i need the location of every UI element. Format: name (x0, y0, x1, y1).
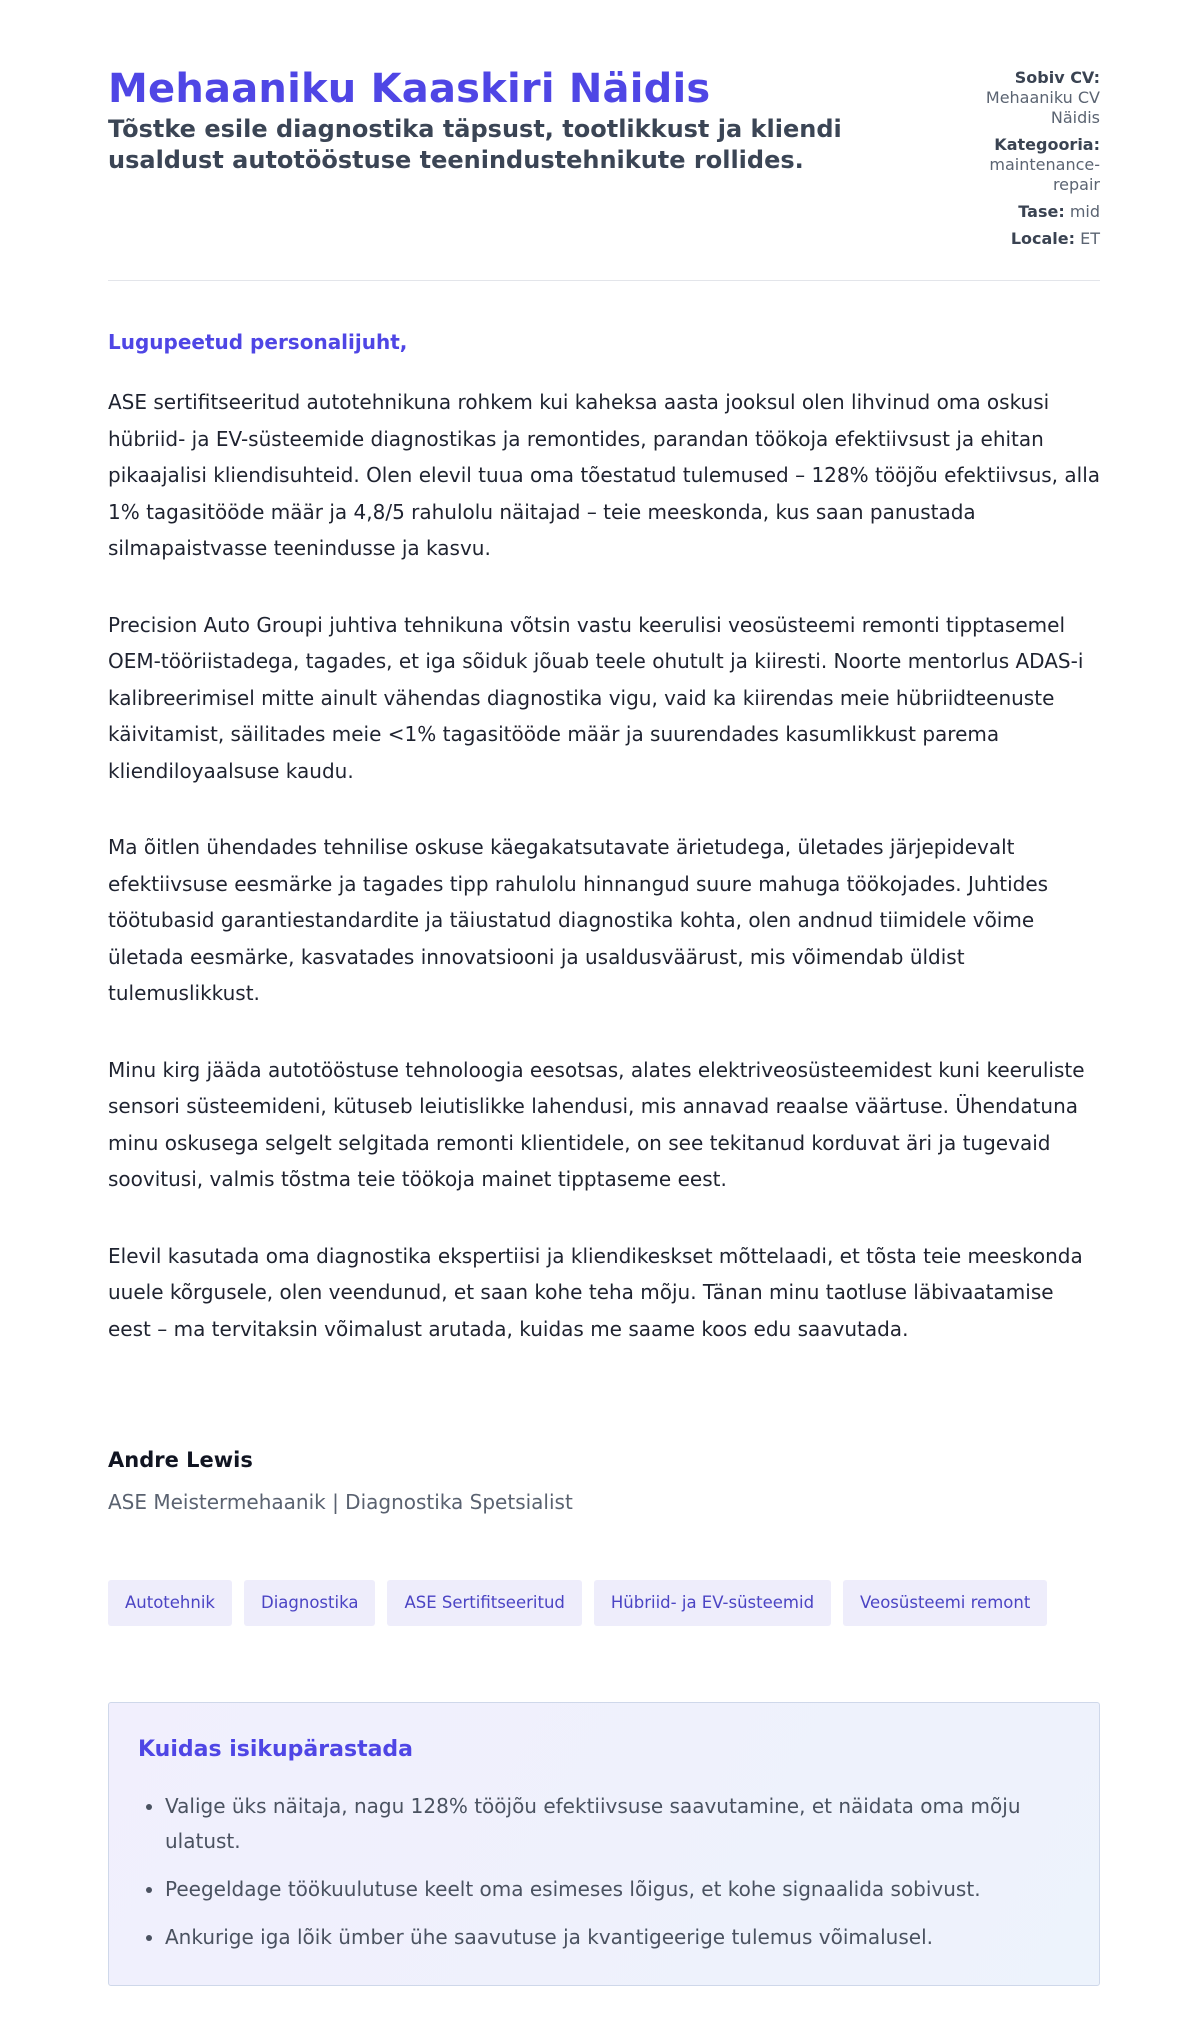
page-subtitle: Tõstke esile diagnostika täpsust, tootlikkust ja kliendi usaldust autotööstuse teenindustehnikute rollides. (108, 115, 842, 174)
letter-paragraph: ASE sertifitseeritud autotehnikuna rohkem kui kaheksa aasta jooksul olen lihvinud oma oskusi hübriid- ja EV-süsteemide diagnostikas ja remontides, parandan töökoja efektiivsust ja ehitan pikaajalisi kliendisuhteid. Olen elevil tuua oma tõestatud tulemused – 128% tööjõu efektiivsus, alla 1% tagasitööde määr ja 4,8/5 rahulolu näitajad – teie meeskonda, kus saan panustada silmapaistvasse teenindusse ja kasvu. (108, 390, 1101, 560)
meta-locale-value: ET (1080, 229, 1100, 248)
letter-paragraph: Elevil kasutada oma diagnostika ekspertiisi ja kliendikeskset mõttelaadi, et tõsta teie meeskonda uuele kõrgusele, olen veendunud, et saan kohe teha mõju. Tänan minu taotluse läbivaatamise eest – ma tervitaksin võimalust arutada, kuidas me saame koos edu saavutada. (108, 1243, 1083, 1341)
personalization-tips (108, 1702, 1100, 1986)
meta-category (950, 135, 1100, 195)
tag-chip: Autotehnik (108, 1580, 232, 1626)
letter-paragraph: Precision Auto Groupi juhtiva tehnikuna võtsin vastu keerulisi veosüsteemi remonti tipptasemel OEM-tööriistadega, tagades, et iga sõiduk jõuab teele ohutult ja kiiresti. Noorte mentorlus ADAS-i kalibreerimisel mitte ainult vähendas diagnostika vigu, vaid ka kiirendas meie hübriidteenuste käivitamist, säilitades meie <1% tagasitööde määr ja suurendades kasumlikkust parema kliendiloyaalsuse kaudu. (108, 612, 1084, 783)
page-header (108, 0, 1100, 281)
page-title: Mehaaniku Kaaskiri Näidis (108, 66, 711, 112)
tag-chip: Diagnostika (244, 1580, 375, 1626)
tag-chip: ASE Sertifitseeritud (387, 1580, 581, 1626)
meta-category-label: Kategooria: (994, 135, 1100, 154)
meta-locale (950, 229, 1100, 249)
tips-item: • Peegeldage töökuulutuse keelt oma esimeses lõigus, et kohe signaalida sobivust. (165, 1872, 1085, 1907)
letter-body (108, 384, 1100, 1387)
meta-cv-label: Sobiv CV: (1014, 68, 1100, 87)
meta-locale-label: Locale: (1010, 229, 1076, 248)
tips-item: • Ankurige iga lõik ümber ühe saavutuse ja kvantigeerige tulemus võimalusel. (165, 1920, 1085, 1955)
signature-name: Andre Lewis (108, 1448, 253, 1472)
meta-info (950, 68, 1100, 256)
meta-level (950, 202, 1100, 222)
signature-title: ASE Meistermehaanik | Diagnostika Spetsialist (108, 1490, 573, 1514)
tips-item: • Valige üks näitaja, nagu 128% tööjõu efektiivsuse saavutamine, et näidata oma mõju ulatust. (165, 1789, 1085, 1859)
letter-paragraph: Ma õitlen ühendades tehnilise oskuse käegakatsutavate ärietudega, ületades järjepidevalt efektiivsuse eesmärke ja tagades tipp rahulolu hinnangud suure mahuga töökojades. Juhtides töötubasid garantiestandardite ja täiustatud diagnostika kohta, olen andnud tiimidele võime ületada eesmärke, kasvatades innovatsiooni ja usaldusväärust, mis võimendab üldist tulemuslikkust. (108, 835, 1049, 1005)
meta-category-value: maintenance-repair (989, 155, 1100, 194)
tag-chip: Veosüsteemi remont (843, 1580, 1047, 1626)
meta-level-value: mid (1069, 202, 1100, 221)
letter-paragraph: Minu kirg jääda autotööstuse tehnoloogia eesotsas, alates elektriveosüsteemidest kuni keeruliste sensori süsteemideni, kütuseb leiutislikke lahendusi, mis annavad reaalse väärtuse. Ühendatuna minu oskusega selgelt selgitada remonti klientidele, on see tekitanud korduvat äri ja tugevaid soovitusi, valmis tõstma teie töökoja mainet tipptaseme eest. (108, 1057, 1085, 1191)
salutation: Lugupeetud personalijuht, (108, 330, 408, 354)
tips-list (138, 1789, 1085, 1968)
tag-list (108, 1580, 1047, 1626)
meta-cv (950, 68, 1100, 128)
meta-cv-value: Mehaaniku CV Näidis (985, 88, 1100, 127)
meta-level-label: Tase: (1018, 202, 1065, 221)
tag-chip: Hübriid- ja EV-süsteemid (594, 1580, 831, 1626)
cover-letter-page (108, 0, 1101, 1949)
tips-title: Kuidas isikupärastada (138, 1737, 414, 1762)
